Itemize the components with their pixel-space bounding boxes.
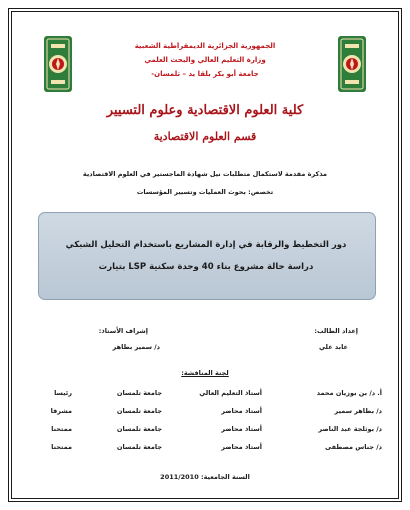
- member-name: د/ جناس مصطفى: [325, 443, 382, 451]
- member-rank: أستاذ محاضر: [221, 407, 262, 415]
- supervisor-name: د/ سمير بطاهر: [112, 343, 160, 351]
- supervision-label: إشراف الأستاذ:: [98, 327, 148, 335]
- member-university: جامعة تلمسان: [116, 407, 162, 415]
- memo-specialty: تخصص: بحوث العمليات وتسيير المؤسسات: [136, 188, 274, 196]
- member-rank: أستاذ محاضر: [221, 425, 262, 433]
- committee-row: [30, 425, 382, 437]
- member-university: جامعة تلمسان: [116, 425, 162, 433]
- prepared-by-label: إعداد الطالب:: [314, 327, 358, 335]
- member-university: جامعة تلمسان: [116, 389, 162, 397]
- member-role: ممتحنا: [51, 425, 72, 433]
- member-role: ممتحنا: [51, 443, 72, 451]
- member-rank: أستاذ محاضر: [221, 443, 262, 451]
- university-header: جامعة أبو بكر بلقا يد – تلمسان-: [151, 70, 259, 78]
- faculty-title: كلية العلوم الاقتصادية وعلوم التسيير: [106, 103, 304, 118]
- member-name: د/ بطاهر سمير: [334, 407, 382, 415]
- department-title: قسم العلوم الاقتصادية: [153, 130, 257, 143]
- university-crest-icon-left: [38, 34, 78, 94]
- university-crest-icon-right: [332, 34, 372, 94]
- thesis-title-line1: دور التخطيط والرقابة في إدارة المشاريع باستخدام التحليل الشبكي: [65, 240, 347, 250]
- member-role: رئيسا: [54, 389, 72, 397]
- committee-row: [30, 443, 382, 455]
- member-rank: أستاذ التعليم العالي: [199, 389, 262, 397]
- committee-row: [30, 407, 382, 419]
- academic-year: السنة الجامعية: 2011/2010: [160, 473, 250, 481]
- committee-row: [30, 389, 382, 401]
- member-university: جامعة تلمسان: [116, 443, 162, 451]
- committee-title: لجنة المناقشة:: [181, 369, 229, 377]
- ministry-header: وزارة التعليم العالي والبحث العلمي: [144, 56, 266, 64]
- republic-header: الجمهورية الجزائرية الديمقراطية الشعبية: [134, 42, 276, 50]
- thesis-title-line2: دراسة حالة مشروع بناء 40 وحدة سكنية LSP بتيارت: [98, 262, 314, 272]
- student-name: عابد علي: [318, 343, 348, 351]
- thesis-title-box: [38, 212, 376, 300]
- member-role: مشرفا: [50, 407, 72, 415]
- memo-purpose: مذكرة مقدمة لاستكمال متطلبات نيل شهادة الماجستير في العلوم الاقتصادية: [82, 170, 328, 178]
- member-name: د/ بوثلجة عبد الناصر: [318, 425, 382, 433]
- member-name: أ. د/ بن بوزيان محمد: [316, 389, 382, 397]
